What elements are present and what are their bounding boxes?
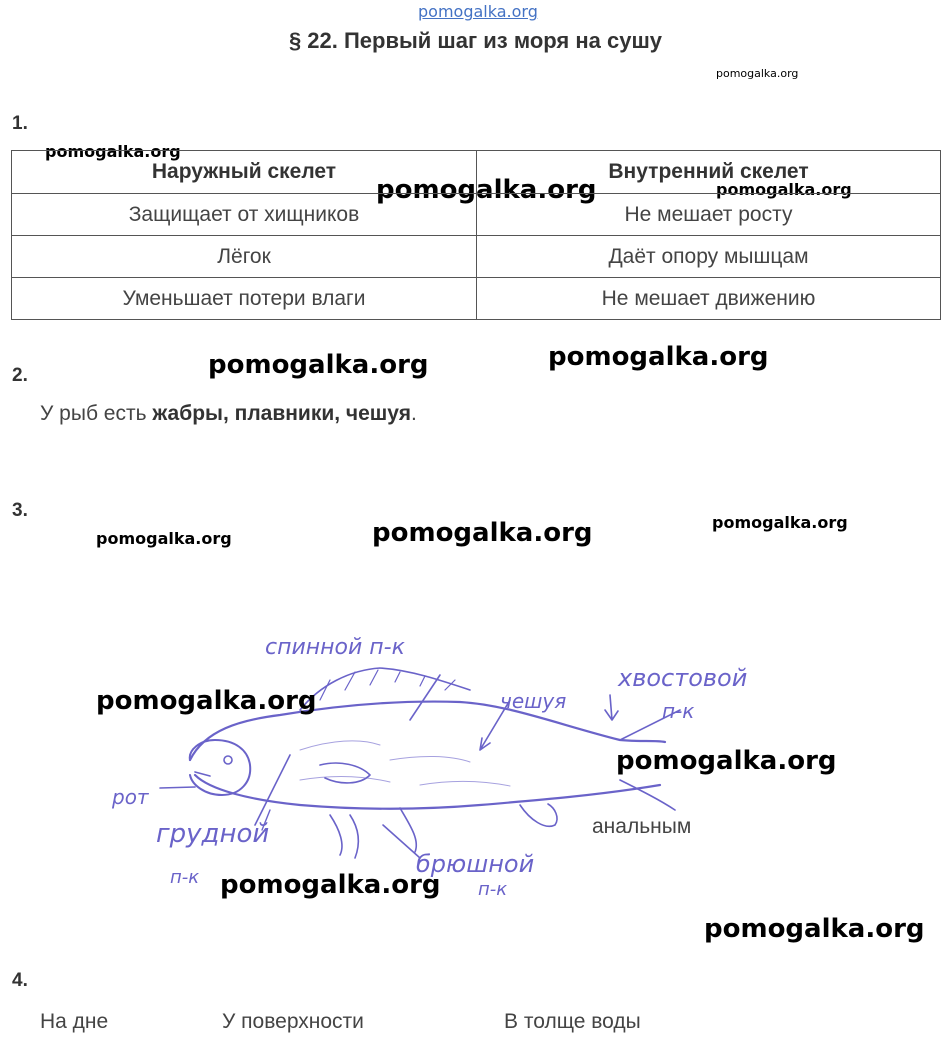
watermark: pomogalka.org [376, 175, 597, 205]
table-cell: Не мешает росту [477, 194, 941, 236]
watermark: pomogalka.org [716, 180, 852, 199]
watermark: pomogalka.org [716, 67, 799, 80]
table-cell: Лёгок [12, 236, 477, 278]
watermark: pomogalka.org [704, 914, 925, 944]
label-tail-fin: хвостовой [618, 664, 748, 692]
answer-4-option: У поверхности [222, 1010, 364, 1033]
site-link[interactable]: pomogalka.org [418, 2, 538, 21]
answer-2 [40, 402, 417, 426]
watermark: pomogalka.org [616, 746, 837, 776]
table-cell: Не мешает движению [477, 278, 941, 320]
label-anal-fin: анальным [592, 815, 692, 838]
watermark: pomogalka.org [548, 342, 769, 372]
label-tail-fin-abbr: п-к [662, 699, 695, 723]
label-pectoral-fin: грудной [156, 819, 270, 849]
header-external-skeleton: Наружный скелет [12, 151, 477, 194]
question-number-3: 3. [12, 500, 28, 521]
watermark: pomogalka.org [712, 513, 848, 532]
label-scales: чешуя [500, 689, 567, 713]
answer-2-prefix: У рыб есть [40, 402, 147, 425]
table-cell: Уменьшает потери влаги [12, 278, 477, 320]
label-pelvic-fin-abbr: п-к [478, 879, 508, 900]
question-number-2: 2. [12, 365, 28, 386]
label-pectoral-fin-abbr: п-к [170, 867, 200, 888]
table-cell: Защищает от хищников [12, 194, 477, 236]
question-number-4: 4. [12, 970, 28, 991]
label-mouth: рот [112, 785, 149, 809]
table-row [12, 278, 941, 320]
table-row [12, 194, 941, 236]
watermark: pomogalka.org [96, 529, 232, 548]
answer-2-bold: жабры, плавники, чешуя [152, 402, 411, 425]
answer-2-suffix: . [410, 402, 417, 425]
question-number-1: 1. [12, 113, 28, 134]
answer-4-option: На дне [40, 1010, 109, 1033]
table-cell: Даёт опору мышцам [477, 236, 941, 278]
header-internal-skeleton: Внутренний скелет [477, 151, 941, 194]
watermark: pomogalka.org [96, 686, 317, 716]
watermark: pomogalka.org [45, 142, 181, 161]
watermark: pomogalka.org [372, 518, 593, 548]
watermark: pomogalka.org [220, 870, 441, 900]
page-title: § 22. Первый шаг из моря на сушу [288, 28, 663, 53]
table-row [12, 236, 941, 278]
label-dorsal-fin: спинной п-к [265, 635, 405, 660]
answer-4-option: В толще воды [504, 1010, 641, 1033]
table-header-row [12, 151, 941, 194]
skeleton-table [11, 150, 941, 320]
label-pelvic-fin: брюшной [416, 850, 535, 878]
watermark: pomogalka.org [208, 350, 429, 380]
